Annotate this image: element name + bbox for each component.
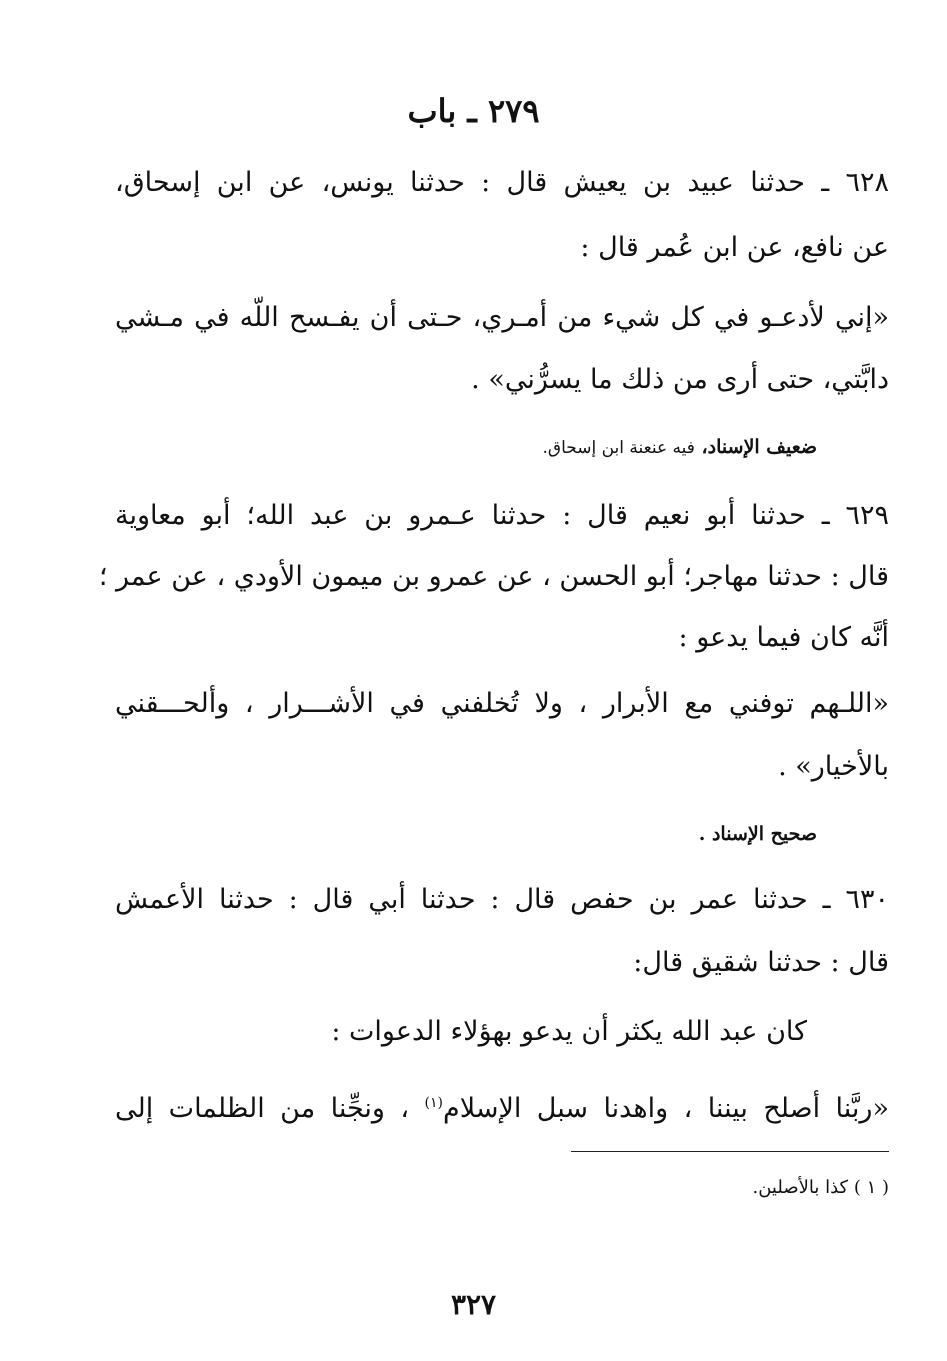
hadith-630-isnad-line-2: قال : حدثنا شقيق قال: [633, 947, 889, 978]
chapter-title: ٢٧٩ ـ باب [407, 92, 540, 130]
hadith-630-matn-part-a: «ربَّنا أصلح بيننا ، واهدنا سبل الإسلام [443, 1093, 889, 1124]
hadith-628-grade-note: فيه عنعنة ابن إسحاق. [542, 438, 695, 458]
hadith-628-matn-line-2: دابَّتي، حتى أرى من ذلك ما يسرُّني» . [471, 364, 889, 395]
page-number: ٣٢٧ [450, 1288, 497, 1321]
hadith-629-isnad-line-2: قال : حدثنا مهاجر؛ أبو الحسن ، عن عمرو بن ميمون الأودي ، عن عمر ؛ [98, 561, 889, 592]
hadith-628-matn-line-1: «إني لأدعـو في كل شيء من أمـري، حـتى أن يفـسح اللّه في مـشي [115, 302, 889, 333]
footnote: ( ١ ) كذا بالأصلين. [752, 1177, 889, 1198]
hadith-629-isnad-line-1: ٦٢٩ ـ حدثنا أبو نعيم قال : حدثنا عـمرو بن عبد الله؛ أبو معاوية [115, 500, 889, 531]
hadith-629-isnad-line-3: أنَّه كان فيما يدعو : [678, 622, 889, 653]
hadith-628-isnad-line-1: ٦٢٨ ـ حدثنا عبيد بن يعيش قال : حدثنا يونس، عن ابن إسحاق، [115, 167, 889, 198]
hadith-630-isnad-line-1: ٦٣٠ ـ حدثنا عمر بن حفص قال : حدثنا أبي قال : حدثنا الأعمش [115, 884, 889, 915]
footnote-reference: (١) [424, 1095, 444, 1111]
hadith-629-matn-line-2: بالأخيار» . [778, 751, 889, 782]
hadith-630-matn-part-b: ، ونجِّنا من الظلمات إلى [115, 1093, 410, 1124]
hadith-629-grade: صحيح الإسناد . [698, 823, 817, 845]
hadith-628-isnad-line-2: عن نافع، عن ابن عُمر قال : [580, 232, 889, 263]
hadith-630-matn-line-1 [115, 1083, 889, 1123]
hadith-630-narration: كان عبد الله يكثر أن يدعو بهؤلاء الدعوات : [331, 1016, 807, 1047]
hadith-628-grade [542, 436, 817, 458]
footnote-divider [571, 1151, 889, 1152]
hadith-628-grade-label: ضعيف الإسناد، [701, 436, 817, 458]
hadith-629-matn-line-1: «اللـهم توفني مع الأبرار ، ولا تُخلفني في الأشـــرار ، وألحـــقني [115, 688, 889, 719]
